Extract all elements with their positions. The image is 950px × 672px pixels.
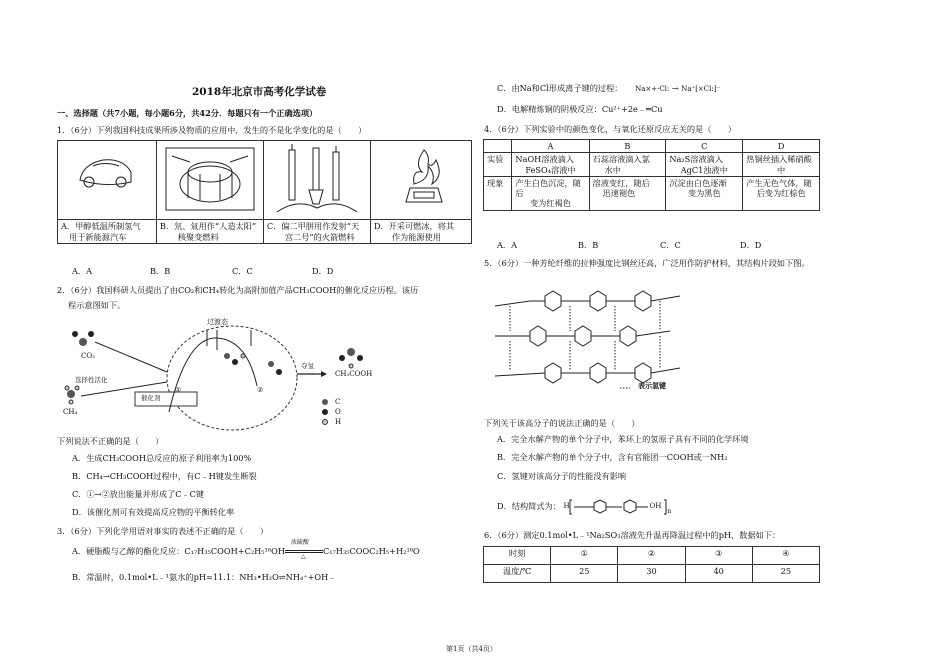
q4-row1-a <box>512 153 589 177</box>
q4-row1-c-l2: AgC1浊液中 <box>680 164 728 175</box>
q6-row-1: 25 <box>551 565 618 583</box>
q5-formula-n: n <box>667 508 672 515</box>
q4-stem: 4．（6分）下列实验中的颜色变化，与氧化还原反应无关的是（ ） <box>484 124 736 134</box>
q3-option-c-left: Na×+·Cl: <box>635 85 670 93</box>
q2-lead: 下列说法不正确的是（ ） <box>57 436 164 446</box>
q1-img-c-cell <box>263 141 370 220</box>
q4-row1-c <box>666 153 743 177</box>
q4-row2-a <box>512 176 589 210</box>
fig-activation-label: 选择性活化 <box>75 376 108 384</box>
fig-transition-label: 过渡态 <box>207 318 228 326</box>
q3-option-d[interactable]: D．电解精炼铜的阴极反应：Cu²⁺+2e﹣═Cu <box>497 104 663 114</box>
fig-product-arrow-label: 夺氢 <box>301 362 314 370</box>
q4-row2-label: 现象 <box>484 176 512 210</box>
tokamak-icon <box>160 142 260 216</box>
q2-stem-line2: 程示意图如下。 <box>68 300 126 310</box>
q1-cell-c <box>263 220 370 244</box>
q2-option-b[interactable]: B．CH₄→CH₃COOH过程中，有C﹣H键发生断裂 <box>72 471 257 481</box>
q4-header-c: C <box>666 140 743 153</box>
q4-row1-d-l2: 中 <box>777 164 786 175</box>
q3-option-c-right: Na⁺[×Cl:]⁻ <box>681 85 721 93</box>
flame-icon <box>384 142 464 216</box>
q5-option-d-text: D．结构简式为： <box>497 501 561 511</box>
q5-option-b[interactable]: B．完全水解产物的单个分子中，含有官能团一COOH或一NH₂ <box>497 452 728 462</box>
q4-row2-b-l2: 迅速褪色 <box>602 188 636 198</box>
rocket-launch-icon <box>267 142 367 216</box>
q4-row2-c-l2: 变为黑色 <box>687 188 721 198</box>
q6-row-label: 温度/℃ <box>484 565 551 583</box>
q6-row-4: 25 <box>752 565 819 583</box>
fig-co2-label: CO₂ <box>81 352 95 360</box>
q1-cell-d <box>370 220 471 244</box>
q4-row2-c <box>666 176 743 210</box>
fig-catalyst-label: 催化剂 <box>141 394 161 402</box>
q4-table <box>483 139 820 211</box>
q3-option-a-cond: 浓硫酸 <box>290 539 309 546</box>
q6-table <box>483 546 820 583</box>
q4-row1-a-l1: NaOH溶液滴入 <box>515 154 575 165</box>
q4-row1-b-l2: 水中 <box>604 164 621 175</box>
q2-option-a[interactable]: A．生成CH₃COOH总反应的原子利用率为100% <box>72 453 252 463</box>
q1-cell-b-line2: 核聚变燃料 <box>177 231 219 242</box>
q6-header-2: ② <box>618 547 685 565</box>
q4-row2-d <box>743 176 820 210</box>
q4-row1-b <box>589 153 666 177</box>
q4-row2-a-l2: 变为红褐色 <box>529 198 571 209</box>
q1-cell-c-line1: C．偏二甲肼用作发射“天 <box>266 221 360 232</box>
q1-option-c[interactable]: C．C <box>232 266 253 276</box>
q1-stem: 1．（6分）下列我国科技成果所涉及物质的应用中，发生的不是化学变化的是（ ） <box>57 125 367 135</box>
fig-step2-label: ② <box>257 386 264 394</box>
q4-row2-b-l1: 溶液变红，随后 <box>592 177 650 188</box>
q3-option-c-text: C．由Na和Cl形成离子键的过程： <box>497 83 623 93</box>
q1-option-a[interactable]: A．A <box>72 266 93 276</box>
q4-row1-b-l1: 石蕊溶液滴入氯 <box>592 154 650 165</box>
fig-step1-label: ① <box>175 386 182 394</box>
q1-img-a-cell <box>58 141 157 220</box>
q4-option-a[interactable]: A．A <box>497 240 518 250</box>
q3-option-a[interactable] <box>72 539 420 560</box>
q1-cell-b <box>156 220 263 244</box>
q2-stem-line1: 2．（6分）我国科研人员提出了由CO₂和CH₄转化为高附加值产品CH₃COOH的催化反应历程。该历 <box>57 285 419 295</box>
fig-product-label: CH₃COOH <box>335 370 373 378</box>
q4-row2-d-l2: 后变为红棕色 <box>756 188 806 198</box>
q6-header-4: ④ <box>752 547 819 565</box>
q6-row-2: 30 <box>618 565 685 583</box>
q4-row2-b <box>589 176 666 210</box>
q1-img-d-cell <box>370 141 471 220</box>
q4-row2-a-l1: 产生白色沉淀，随后 <box>515 177 581 198</box>
q1-option-b[interactable]: B．B <box>150 266 171 276</box>
q3-option-a-right: C₁₇H₃₅COOC₂H₅+H₂¹⁸O <box>322 546 420 556</box>
q5-option-c[interactable]: C．氢键对该高分子的性能没有影响 <box>497 471 627 481</box>
q1-option-d[interactable]: D．D <box>312 266 334 276</box>
q1-cell-a-line2: 用于新能源汽车 <box>69 231 127 242</box>
hydrogen-bond-legend: 表示氢键 <box>638 381 666 390</box>
q2-option-d[interactable]: D．该催化剂可有效提高反应物的平衡转化率 <box>72 507 235 517</box>
q4-option-d[interactable]: D．D <box>740 240 762 250</box>
q3-stem: 3．（6分）下列化学用语对事实的表述不正确的是（ ） <box>57 526 269 536</box>
q1-cell-c-line2: 宫二号”的火箭燃料 <box>284 231 355 242</box>
formula-structure <box>564 500 684 516</box>
fig-legend-c: C <box>335 398 341 406</box>
q3-option-b[interactable]: B．常温时，0.1mol•L﹣¹氨水的pH=11.1：NH₃•H₂O⇌NH₄⁺+OH﹣ <box>72 572 337 582</box>
q6-header-1: ① <box>551 547 618 565</box>
q3-option-c[interactable] <box>497 83 720 94</box>
q4-row2-d-l1: 产生无色气体，随 <box>746 177 812 188</box>
q4-header-a: A <box>512 140 589 153</box>
q5-option-a[interactable]: A．完全水解产物的单个分子中，苯环上的氢原子具有不同的化学环境 <box>497 434 749 444</box>
fig-ch4-label: CH₄ <box>63 408 78 416</box>
q5-formula <box>564 500 684 514</box>
q1-img-b-cell <box>156 141 263 220</box>
car-icon <box>75 152 135 192</box>
q1-cell-d-line1: D．开采可燃冰，将其 <box>373 221 455 232</box>
q1-cell-d-line2: 作为能源使用 <box>391 231 441 242</box>
q4-row1-d-l1: 热铜丝插入稀硝酸 <box>746 154 812 165</box>
q4-row1-label: 实验 <box>484 153 512 177</box>
q3-option-a-left: A．硬脂酸与乙醇的酯化反应：C₁₇H₃₅COOH+C₂H₅¹⁸OH <box>72 546 285 556</box>
arrow-right-icon: → <box>671 84 679 93</box>
q4-header-b: B <box>589 140 666 153</box>
q4-row1-a-l2: FeSO₄溶液中 <box>525 164 576 175</box>
q6-header-label: 时刻 <box>484 547 551 565</box>
q5-formula-h: H <box>563 502 570 510</box>
q5-option-d[interactable] <box>497 500 684 514</box>
q5-formula-oh: OH <box>649 502 662 510</box>
q5-figure <box>490 276 690 401</box>
q3-option-a-heat: △ <box>300 553 306 560</box>
q4-option-b[interactable]: B．B <box>578 240 599 250</box>
q3-option-a-arrow <box>285 539 323 560</box>
section-heading: 一、选择题（共7小题，每小题6分，共42分．每题只有一个正确选项） <box>57 108 318 118</box>
q2-figure <box>57 316 407 426</box>
q1-cell-a-line1: A．甲醇低温所制氢气 <box>61 221 141 232</box>
page-title: 2018年北京市高考化学试卷 <box>192 86 327 98</box>
q1-table <box>57 140 472 244</box>
q5-stem: 5．（6分）一种芳纶纤维的拉伸强度比钢丝还高，广泛用作防护材料，其结构片段如下图。 <box>484 258 810 268</box>
q4-row2-c-l1: 沉淀由白色逐渐 <box>669 177 727 188</box>
q4-row1-d <box>743 153 820 177</box>
fig-legend-h: H <box>335 418 342 426</box>
q2-option-c[interactable]: C．①→②放出能量并形成了C﹣C键 <box>72 489 205 499</box>
q6-stem: 6．（6分）测定0.1mol•L﹣¹Na₂SO₃溶液先升温再降温过程中的pH，数据如下： <box>484 530 781 540</box>
q4-option-c[interactable]: C．C <box>660 240 681 250</box>
q4-header-d: D <box>743 140 820 153</box>
q5-lead: 下列关于该高分子的说法正确的是（ ） <box>484 418 640 428</box>
fig-legend-o: O <box>335 408 341 416</box>
q1-cell-b-line1: B．氘、氚用作“人造太阳” <box>159 221 257 232</box>
q4-header-empty <box>484 140 512 153</box>
q1-cell-a <box>58 220 157 244</box>
q6-header-3: ③ <box>685 547 752 565</box>
q6-row-3: 40 <box>685 565 752 583</box>
q4-row1-c-l1: Na₂S溶液滴入 <box>669 154 724 165</box>
page-footer: 第1页（共4页） <box>446 645 497 653</box>
